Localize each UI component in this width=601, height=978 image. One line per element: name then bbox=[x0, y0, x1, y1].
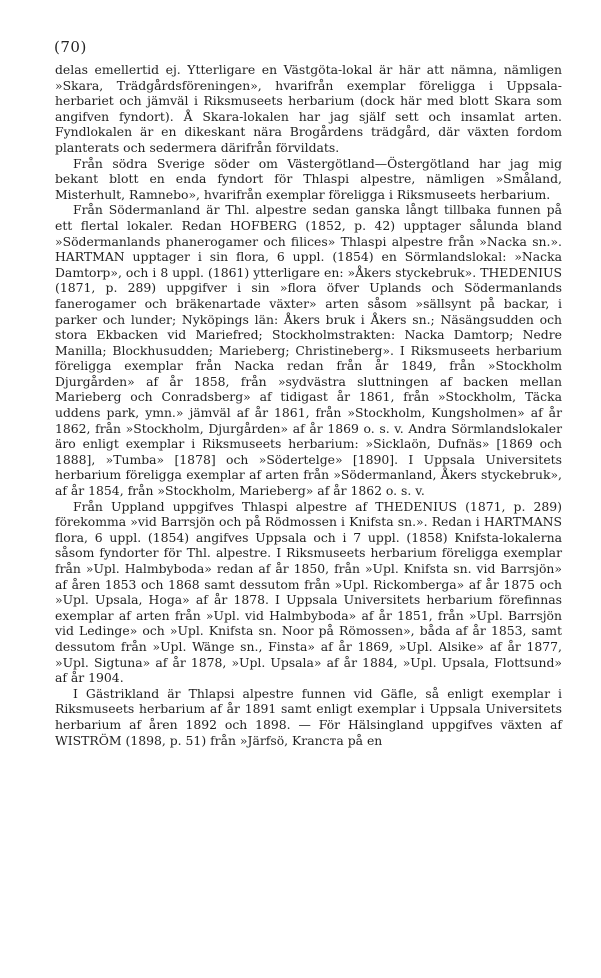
paragraph-1: delas emellertid ej. Ytterligare en Västgöta-lokal är här att nämna, nämligen »Skara, Trädgårdsföreningen», hvarifrån exemplar föreligga i Uppsala-herbariet och jämväl i Riksmuseets herbarium (dock här med blott Skara som angifven fyndort). Å Skara-lokalen har jag själf sett och insamlat arten. Fyndlokalen är en dikeskant nära Brogårdens trädgård, där växten fordom planterats och sedermera därifrån förvildats. bbox=[55, 62, 562, 155]
paragraph-4: Från Uppland uppgifves Thlaspi alpestre af THEDENIUS (1871, p. 289) förekomma »vid Barrsjön och på Rödmossen i Knifsta sn.». Redan i HARTMANS flora, 6 uppl. (1854) angifves Uppsala och i 7 uppl. (1858) Knifsta-lokalerna såsom fyndorter för Thl. alpestre. I Riksmuseets herbarium föreligga exemplar från »Upl. Halmbyboda» redan af år 1850, från »Upl. Knifsta sn. vid Barrsjön» af åren 1853 och 1868 samt dessutom från »Upl. Rickomberga» af år 1875 och »Upl. Upsala, Hoga» af år 1878. I Uppsala Universitets herbarium förefinnas exemplar af arten från »Upl. vid Halmbyboda» af år 1851, från »Upl. Barrsjön vid Ledinge» och »Upl. Knifsta sn. Noor på Römossen», båda af år 1853, samt dessutom från »Upl. Wänge sn., Finsta» af år 1869, »Upl. Alsike» af år 1877, »Upl. Sigtuna» af år 1878, »Upl. Upsala» af år 1884, »Upl. Upsala, Flottsund» af år 1904. bbox=[55, 498, 562, 686]
paragraph-2: Från södra Sverige söder om Västergötland—Östergötland har jag mig bekant blott en enda fyndort för Thlaspi alpestre, nämligen »Småland, Misterhult, Ramnebo», hvarifrån exemplar föreligga i Riksmuseets herbarium. bbox=[55, 155, 562, 202]
page-number: (70) bbox=[54, 38, 87, 56]
body-text bbox=[55, 62, 562, 748]
paragraph-5: I Gästrikland är Thlapsi alpestre funnen vid Gäfle, så enligt exemplar i Riksmuseets herbarium af år 1891 samt enligt exemplar i Uppsala Universitets herbarium af åren 1892 och 1898. — För Hälsingland uppgifves växten af WISTRÖM (1898, p. 51) från »Järfsö, Kranста på en bbox=[55, 685, 562, 748]
paragraph-3: Från Södermanland är Thl. alpestre sedan ganska långt tillbaka funnen på ett flertal lokaler. Redan HOFBERG (1852, p. 42) upptager sålunda bland »Södermanlands phanerogamer och filices» Thlaspi alpestre från »Nacka sn.». HARTMAN upptager i sin flora, 6 uppl. (1854) en Sörmlandslokal: »Nacka Damtorp», och i 8 uppl. (1861) ytterligare en: »Åkers styckebruk». THEDENIUS (1871, p. 289) uppgifver i sin »flora öfver Uplands och Södermanlands fanerogamer och bräkenartade växter» arten såsom »sällsynt på backar, i parker och lunder; Nyköpings län: Åkers bruk i Åkers sn.; Näsängsudden och stora Ekbacken vid Mariefred; Stockholmstrakten: Nacka Damtorp; Nedre Manilla; Blockhusudden; Marieberg; Christineberg». I Riksmuseets herbarium föreligga exemplar från Nacka redan från år 1849, från »Stockholm Djurgården» af år 1858, från »sydvästra sluttningen af backen mellan Marieberg och Conradsberg» af tidigast år 1861, från »Stockholm, Täcka uddens park, ymn.» jämväl af år 1861, från »Stockholm, Kungsholmen» af år 1862, från »Stockholm, Djurgården» af år 1869 o. s. v. Andra Sörmlandslokaler äro enligt exemplar i Riksmuseets herbarium: »Sicklaön, Dufnäs» [1869 och 1888], »Tumba» [1878] och »Södertelge» [1890]. I Uppsala Universitets herbarium föreligga exemplar af arten från »Södermanland, Åkers styckebruk», af år 1854, från »Stockholm, Marieberg» af år 1862 o. s. v. bbox=[55, 202, 562, 499]
